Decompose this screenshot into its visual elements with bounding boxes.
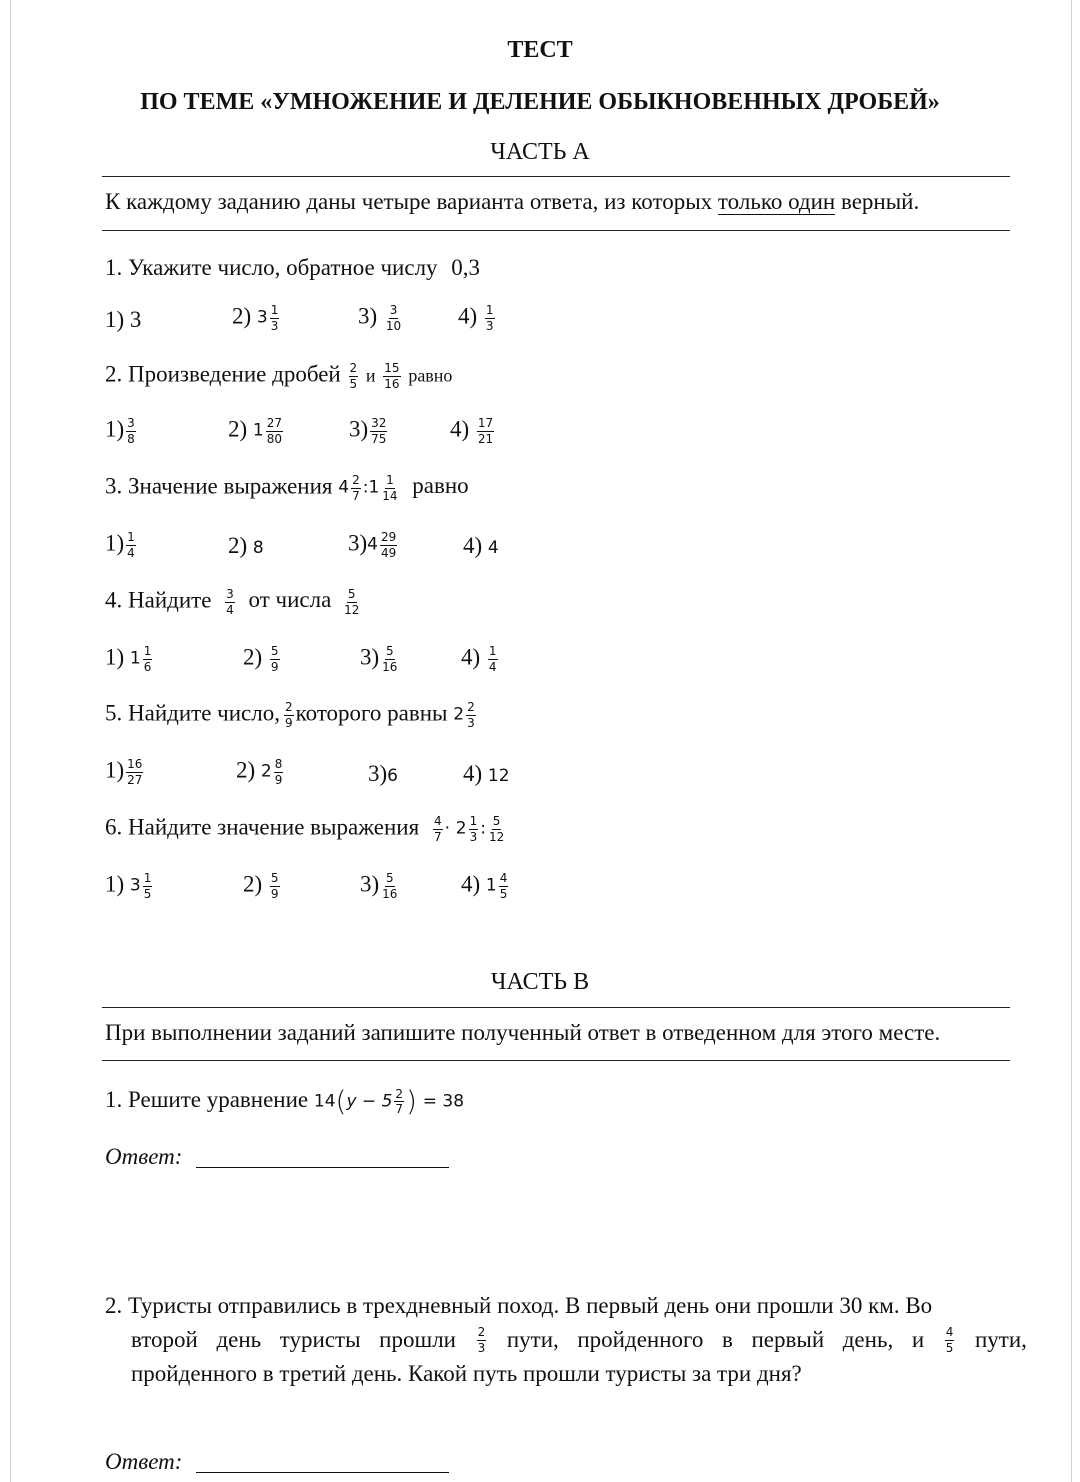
fraction: $\frac{1}{14}$ xyxy=(382,473,398,503)
fraction: $\frac{2}{9}$ xyxy=(284,700,293,730)
fraction: $\frac{5}{9}$ xyxy=(270,644,279,674)
part-a-heading: ЧАСТЬ А xyxy=(490,139,590,165)
q1-option-3: 3) $\frac{3}{10}$ xyxy=(358,303,402,333)
document-title: ТЕСТ xyxy=(507,37,573,63)
q3-option-1: 1) $\frac{1}{4}$ xyxy=(105,530,135,560)
task-2-line-2: второй день туристы прошли 2 3 пути, пройденного в первый день, и 4 5 пути, xyxy=(131,1324,1027,1355)
part-a-instruction xyxy=(105,190,919,213)
instruction-text-after: верный. xyxy=(840,189,920,214)
q4-option-2: 2) $\frac{5}{9}$ xyxy=(243,644,279,674)
fraction: 2 3 xyxy=(477,1324,486,1355)
fraction: $\frac{3}{8}$ xyxy=(127,416,135,446)
part-a-top-rule xyxy=(102,176,1010,177)
instruction-underlined: только один xyxy=(717,189,836,214)
question-4: 4. Найдите $\frac{3}{4}$ от числа $\frac{5}{12}$ xyxy=(105,587,360,617)
fraction: $\frac{5}{12}$ xyxy=(488,814,505,844)
part-b-instruction: При выполнении заданий запишите полученный ответ в отведенном для этого месте. xyxy=(105,1020,941,1045)
page-edge-right xyxy=(1071,0,1072,1482)
fraction: $\frac{2}{7}$ xyxy=(352,473,360,503)
part-b-heading: ЧАСТЬ В xyxy=(490,969,590,995)
q6-option-4: 4) 1 $\frac{4}{5}$ xyxy=(461,871,508,901)
b1-answer-label: Ответ: xyxy=(105,1144,183,1169)
fraction: $\frac{4}{5}$ xyxy=(499,871,508,901)
fraction: $\frac{32}{75}$ xyxy=(371,416,387,446)
q1-option-4: 4) $\frac{1}{3}$ xyxy=(458,303,494,333)
fraction: $\frac{27}{80}$ xyxy=(266,416,283,446)
fraction: $\frac{8}{9}$ xyxy=(274,757,283,787)
part-b-task-2 xyxy=(105,1289,1027,1391)
task-2-line-3: пройденного в третий день. Какой путь прошли туристы за три дня? xyxy=(131,1361,802,1386)
fraction: $\frac{4}{7}$ xyxy=(433,814,442,844)
instruction-text-before: К каждому заданию даны четыре варианта ответа, из которых xyxy=(105,189,713,214)
q5-option-2: 2) 2 $\frac{8}{9}$ xyxy=(236,757,283,787)
fraction: $\frac{3}{4}$ xyxy=(226,587,234,617)
question-1-text: 1. Укажите число, обратное числу xyxy=(105,255,438,280)
fraction: $\frac{2}{3}$ xyxy=(467,700,475,730)
fraction: $\frac{3}{10}$ xyxy=(385,303,402,333)
b2-answer-line[interactable] xyxy=(196,1472,449,1473)
part-b-bottom-rule xyxy=(102,1060,1010,1061)
fraction: $\frac{5}{16}$ xyxy=(382,871,398,901)
q4-option-1: 1) 1 $\frac{1}{6}$ xyxy=(105,644,152,674)
question-5: 5. Найдите число, $\frac{2}{9}$ которого равны 2 $\frac{2}{3}$ xyxy=(105,700,475,730)
task-2-line-1: 2. Туристы отправились в трехдневный поход. В первый день они прошли 30 км. Во xyxy=(105,1293,933,1318)
fraction: $\frac{5}{16}$ xyxy=(382,644,398,674)
fraction: $\frac{5}{9}$ xyxy=(270,871,279,901)
q2-option-3: 3) $\frac{32}{75}$ xyxy=(349,416,387,446)
question-1 xyxy=(105,256,480,279)
q3-option-3: 3)4 $\frac{29}{49}$ xyxy=(348,530,397,560)
q3-option-2: 2) 8 xyxy=(228,533,264,558)
fraction: $\frac{2}{7}$ xyxy=(395,1086,404,1117)
q6-option-2: 2) $\frac{5}{9}$ xyxy=(243,871,279,901)
fraction: $\frac{1}{4}$ xyxy=(488,644,497,674)
fraction: $\frac{1}{5}$ xyxy=(143,871,152,901)
q3-option-4: 4) 4 xyxy=(463,533,499,558)
fraction: $\frac{29}{49}$ xyxy=(381,530,397,560)
fraction: $\frac{5}{12}$ xyxy=(344,587,360,617)
b2-answer-label: Ответ: xyxy=(105,1449,183,1474)
page-edge-left xyxy=(10,0,11,1482)
q6-option-1: 1) 3 $\frac{1}{5}$ xyxy=(105,871,152,901)
q4-option-3: 3) $\frac{5}{16}$ xyxy=(360,644,398,674)
fraction: $\frac{1}{3}$ xyxy=(485,303,494,333)
fraction: 4 5 xyxy=(945,1324,954,1355)
question-1-value: 0,3 xyxy=(451,255,481,280)
q2-option-4: 4) $\frac{17}{21}$ xyxy=(450,416,494,446)
fraction: $\frac{17}{21}$ xyxy=(477,416,494,446)
b1-answer-line[interactable] xyxy=(196,1167,449,1168)
part-a-bottom-rule xyxy=(102,230,1010,231)
part-b-task-1: 1. Решите уравнение 14(y − 5 $\frac{2}{7}$ ) = 38 xyxy=(105,1084,465,1118)
question-2: 2. Произведение дробей $\frac{2}{5}$ и $\frac{15}{16}$ равно xyxy=(105,361,453,391)
fraction: $\frac{1}{4}$ xyxy=(127,530,135,560)
part-b-top-rule xyxy=(102,1007,1010,1008)
fraction: $\frac{1}{3}$ xyxy=(469,814,478,844)
fraction: $\frac{2}{5}$ xyxy=(349,361,358,391)
fraction: $\frac{16}{27}$ xyxy=(127,757,143,787)
q5-option-3: 3)6 xyxy=(368,761,398,786)
question-3: 3. Значение выражения 4 $\frac{2}{7}$ :1 $\frac{1}{14}$ равно xyxy=(105,473,469,503)
q4-option-4: 4) $\frac{1}{4}$ xyxy=(461,644,497,674)
question-6: 6. Найдите значение выражения $\frac{4}{7}$ · 2 $\frac{1}{3}$ : $\frac{5}{12}$ xyxy=(105,814,505,844)
fraction: $\frac{15}{16}$ xyxy=(384,361,400,391)
q6-option-3: 3) $\frac{5}{16}$ xyxy=(360,871,398,901)
q2-option-2: 2) 1 $\frac{27}{80}$ xyxy=(228,416,283,446)
q1-option-1: 1) 3 xyxy=(105,307,142,332)
q5-option-1: 1) $\frac{16}{27}$ xyxy=(105,757,143,787)
fraction: $\frac{1}{6}$ xyxy=(143,644,152,674)
document-subtitle: ПО ТЕМЕ «УМНОЖЕНИЕ И ДЕЛЕНИЕ ОБЫКНОВЕННЫХ ДРОБЕЙ» xyxy=(140,89,940,115)
fraction: $\frac{1}{3}$ xyxy=(270,303,279,333)
q2-option-1: 1) $\frac{3}{8}$ xyxy=(105,416,135,446)
q1-option-2: 2) 3 $\frac{1}{3}$ xyxy=(232,303,279,333)
q5-option-4: 4) 12 xyxy=(463,761,510,786)
